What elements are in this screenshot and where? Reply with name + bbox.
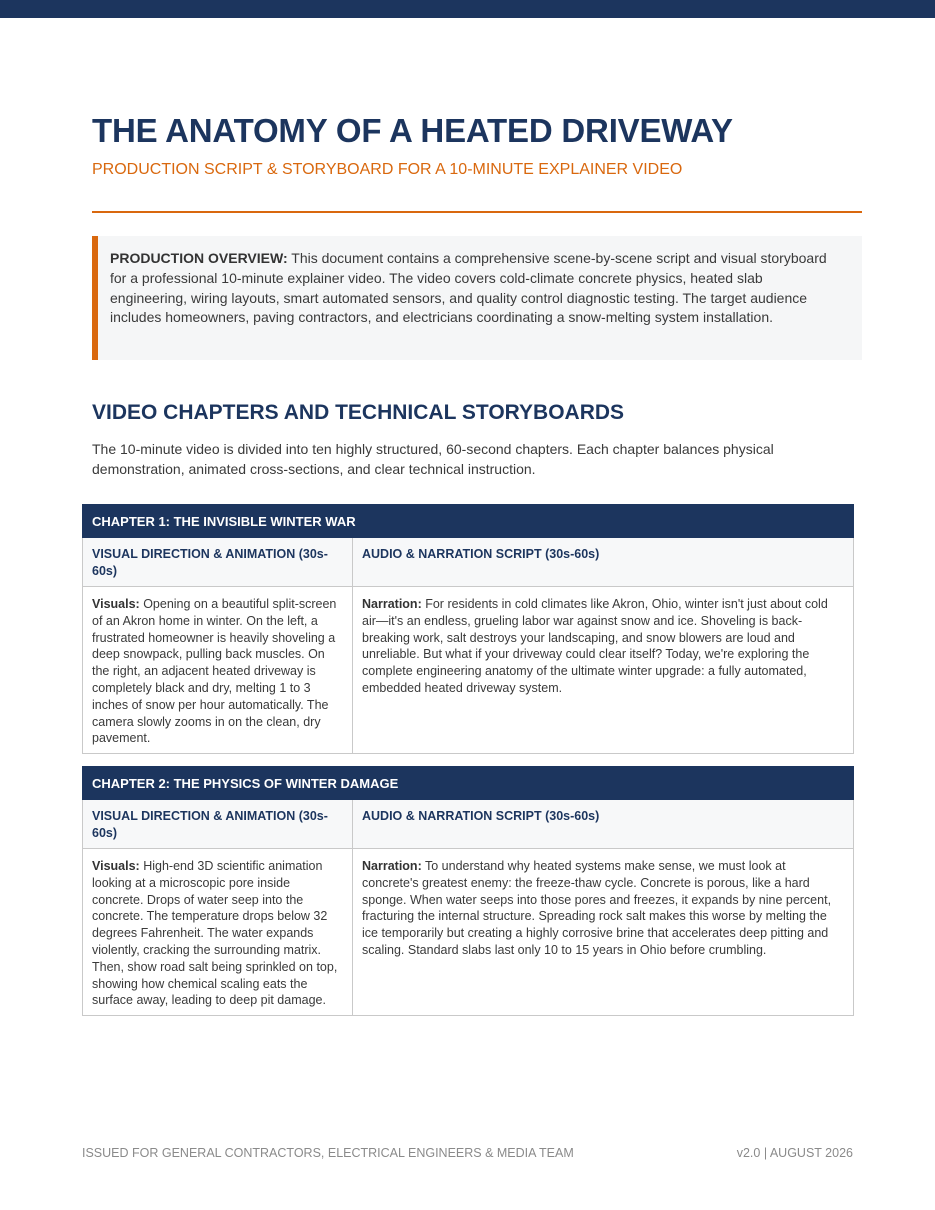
section-intro: The 10-minute video is divided into ten highly structured, 60-second chapters. Each chapter balances physical demonstration, animated cross-sections, and clear technical instruction. (92, 441, 774, 477)
chapter-title: CHAPTER 2: THE PHYSICS OF WINTER DAMAGE (83, 767, 854, 800)
overview-text: This document contains a comprehensive scene-by-scene script and visual storyboard for a professional 10-minute explainer video. The video covers cold-climate concrete physics, heated slab engineering, wiring layouts, smart automated sensors, and quality control diagnostic testing. The target audience includes homeowners, paving contractors, and electricians coordinating a snow-melting system installation. (110, 250, 827, 326)
visuals-label: Visuals: (92, 597, 140, 611)
document-title: THE ANATOMY OF A HEATED DRIVEWAY (92, 112, 733, 149)
top-accent-bar (0, 0, 935, 18)
overview-label: PRODUCTION OVERVIEW: (110, 250, 288, 266)
audio-column-header: AUDIO & NARRATION SCRIPT (30s-60s) (353, 800, 854, 849)
section-heading: VIDEO CHAPTERS AND TECHNICAL STORYBOARDS (92, 401, 625, 424)
title-divider (92, 211, 862, 213)
chapter-title: CHAPTER 1: THE INVISIBLE WINTER WAR (83, 505, 854, 538)
narration-text: To understand why heated systems make sense, we must look at concrete's greatest enemy: the freeze-thaw cycle. Concrete is porous, like a hard sponge. When water seeps into those pores and freezes, it expands by nine percent, fracturing the internal structure. Spreading rock salt makes this worse by melting the ice temporarily but creating a highly corrosive brine that accelerates deep pitting and scaling. Standard slabs last only 10 to 15 years in Ohio before crumbling. (362, 859, 832, 957)
chapter-table (82, 766, 854, 1016)
chapter-table (82, 504, 854, 754)
visual-column-header: VISUAL DIRECTION & ANIMATION (30s-60s) (83, 800, 353, 849)
footer-version-date: v2.0 | AUGUST 2026 (736, 1146, 853, 1160)
visual-column-header: VISUAL DIRECTION & ANIMATION (30s-60s) (83, 538, 353, 587)
visuals-label: Visuals: (92, 859, 140, 873)
narration-cell (353, 849, 854, 1016)
visual-direction-cell (83, 587, 353, 754)
narration-label: Narration: (362, 597, 422, 611)
narration-text: For residents in cold climates like Akron, Ohio, winter isn't just about cold air—it's an endless, grueling labor war against snow and ice. Shoveling is back-breaking work, salt destroys your landscaping, and snow blowers are loud and unreliable. But what if your driveway could clear itself? Today, we're exploring the complete engineering anatomy of the ultimate winter upgrade: a fully automated, embedded heated driveway system. (362, 597, 828, 695)
narration-label: Narration: (362, 859, 422, 873)
visuals-text: High-end 3D scientific animation looking at a microscopic pore inside concrete. Drops of water seep into the concrete. The temperature drops below 32 degrees Fahrenheit. The water expands violently, cracking the surrounding matrix. Then, show road salt being sprinkled on top, showing how chemical scaling eats the surface away, leading to deep pit damage. (92, 859, 338, 1008)
visual-direction-cell (83, 849, 353, 1016)
production-overview-callout (92, 236, 862, 360)
visuals-text: Opening on a beautiful split-screen of an Akron home in winter. On the left, a frustrated homeowner is heavily shoveling a deep snowpack, pulling back muscles. On the right, an adjacent heated driveway is completely black and dry, melting 1 to 3 inches of snow per hour automatically. The camera slowly zooms in on the clean, dry pavement. (92, 597, 337, 746)
footer-issued-for: ISSUED FOR GENERAL CONTRACTORS, ELECTRICAL ENGINEERS & MEDIA TEAM (82, 1146, 574, 1160)
audio-column-header: AUDIO & NARRATION SCRIPT (30s-60s) (353, 538, 854, 587)
narration-cell (353, 587, 854, 754)
document-subtitle: PRODUCTION SCRIPT & STORYBOARD FOR A 10-MINUTE EXPLAINER VIDEO (92, 161, 683, 178)
